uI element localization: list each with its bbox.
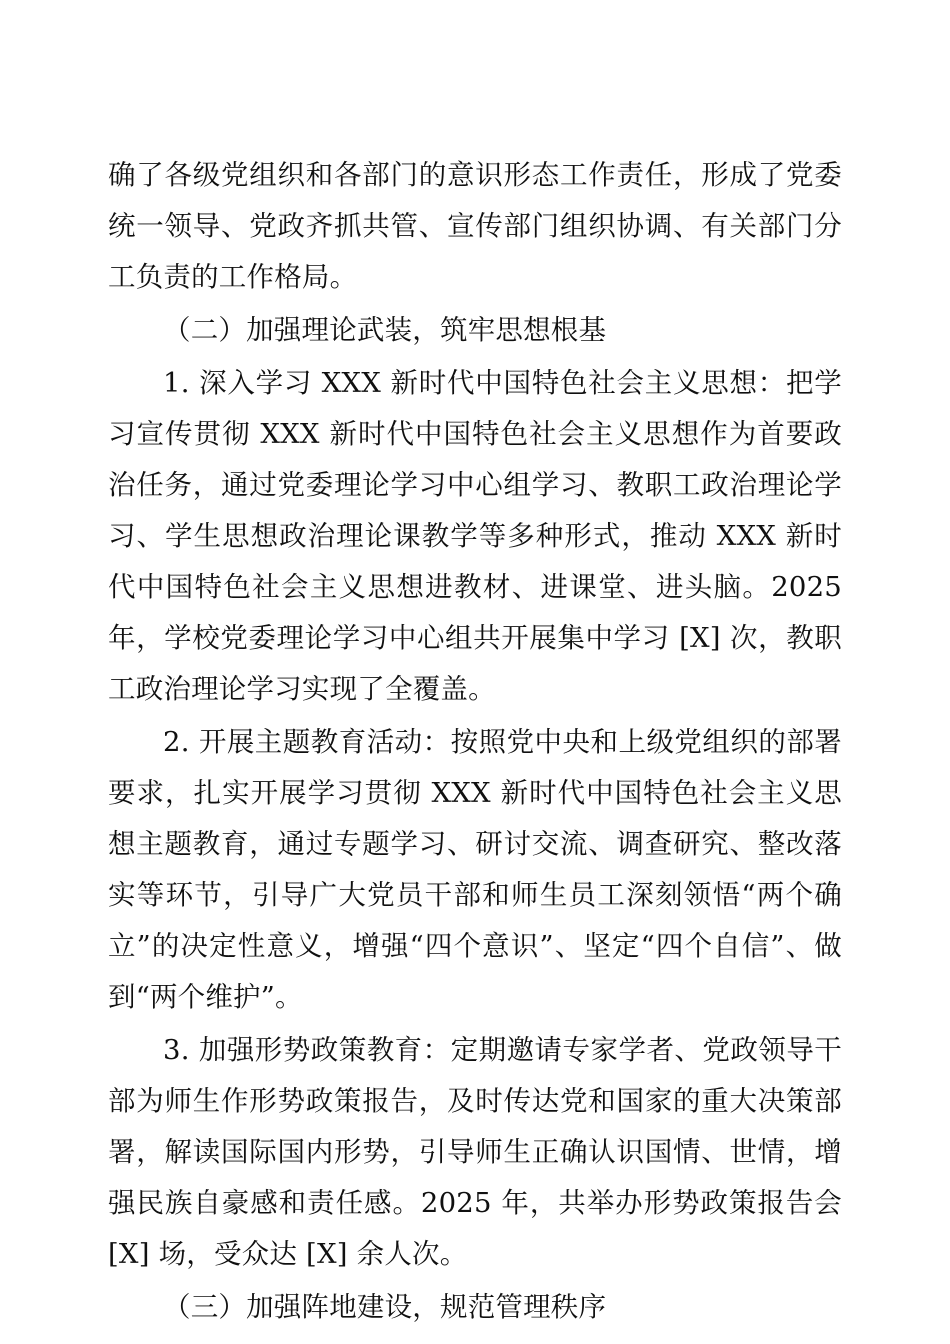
paragraph-item-2: 2. 开展主题教育活动：按照党中央和上级党组织的部署要求，扎实开展学习贯彻 XXX 新时代中国特色社会主义思想主题教育，通过专题学习、研讨交流、调查研究、整改落实等环节，引导广大党员干部和师生员工深刻领悟“两个确立”的决定性意义，增强“四个意识”、坚定“四个自信”、做到“两个维护”。 bbox=[108, 726, 842, 1013]
heading-section-three: （三）加强阵地建设，规范管理秩序 bbox=[163, 1291, 607, 1323]
paragraph-responsibility-structure: 确了各级党组织和各部门的意识形态工作责任，形成了党委统一领导、党政齐抓共管、宣传部门组织协调、有关部门分工负责的工作格局。 bbox=[108, 159, 842, 293]
heading-section-two: （二）加强理论武装，筑牢思想根基 bbox=[163, 314, 607, 346]
paragraph-item-3: 3. 加强形势政策教育：定期邀请专家学者、党政领导干部为师生作形势政策报告，及时传达党和国家的重大决策部署，解读国际国内形势，引导师生正确认识国情、世情，增强民族自豪感和责任感。2025 年，共举办形势政策报告会 [X] 场，受众达 [X] 余人次。 bbox=[108, 1034, 842, 1270]
document-body bbox=[108, 150, 842, 1333]
paragraph-item-1: 1. 深入学习 XXX 新时代中国特色社会主义思想：把学习宣传贯彻 XXX 新时代中国特色社会主义思想作为首要政治任务，通过党委理论学习中心组学习、教职工政治理论学习、学生思想政治理论课教学等多种形式，推动 XXX 新时代中国特色社会主义思想进教材、进课堂、进头脑。2025 年，学校党委理论学习中心组共开展集中学习 [X] 次，教职工政治理论学习实现了全覆盖。 bbox=[108, 367, 842, 705]
